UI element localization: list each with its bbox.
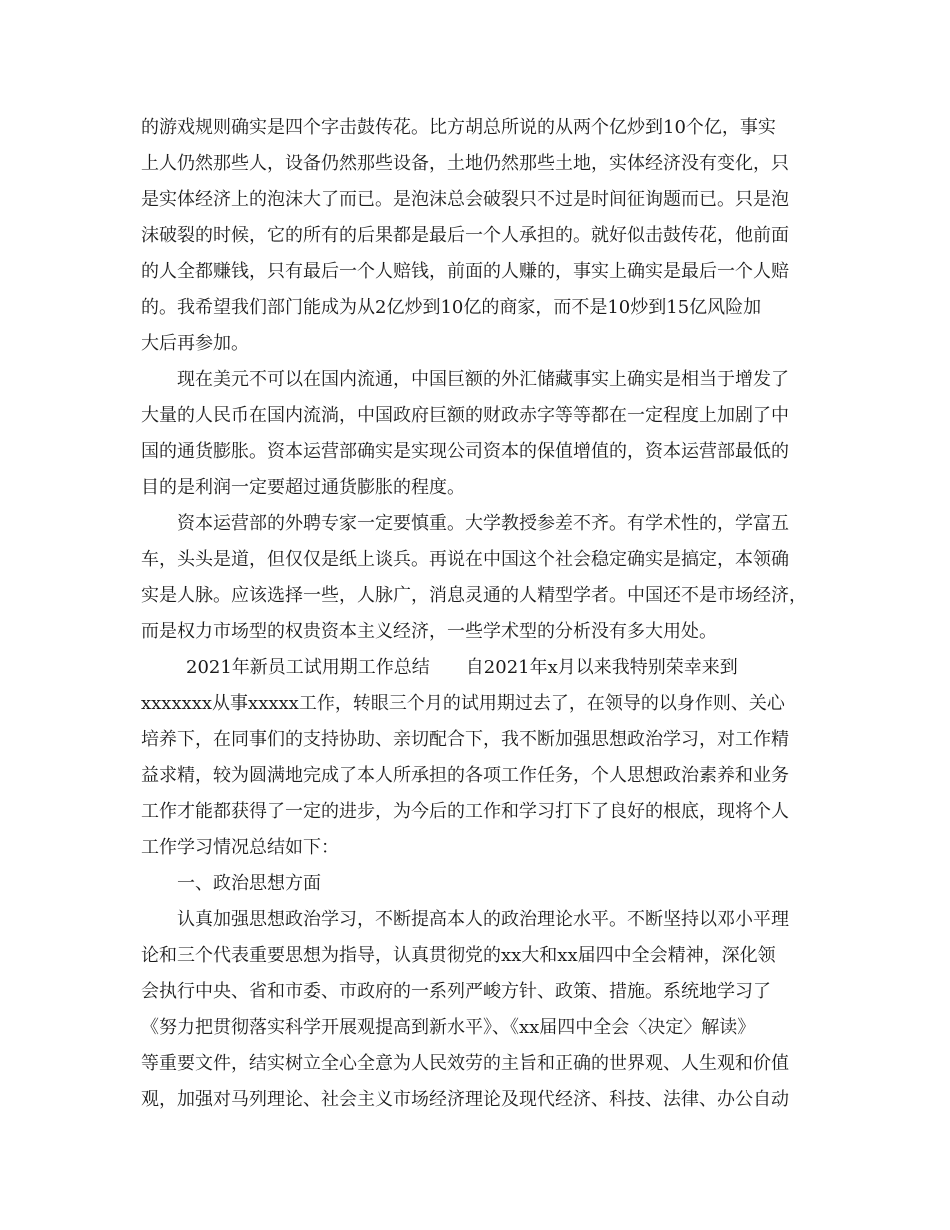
text-line: 而是权力市场型的权贵资本主义经济，一些学术型的分析没有多大用处。 xyxy=(141,621,717,642)
text-line: 观，加强对马列理论、社会主义市场经济理论及现代经济、科技、法律、办公自动 xyxy=(141,1089,789,1110)
text-line: xxxxxxx从事xxxxx工作，转眼三个月的试用期过去了，在领导的以身作则、关心 xyxy=(141,693,785,714)
text-line: 的游戏规则确实是四个字击鼓传花。比方胡总所说的从两个亿炒到10个亿，事实 xyxy=(141,117,776,138)
text-line: 大后再参加。 xyxy=(141,333,249,354)
text-line: 国的通货膨胀。资本运营部确实是实现公司资本的保值增值的，资本运营部最低的 xyxy=(141,441,789,462)
text-line: 是实体经济上的泡沫大了而已。是泡沫总会破裂只不过是时间征询题而已。只是泡 xyxy=(141,189,789,210)
text-line: 益求精，较为圆满地完成了本人所承担的各项工作任务，个人思想政治素养和业务 xyxy=(141,765,789,786)
paragraph-first-line: 资本运营部的外聘专家一定要慎重。大学教授参差不齐。有学术性的，学富五 xyxy=(177,513,789,534)
text-line: 工作才能都获得了一定的进步，为今后的工作和学习打下了良好的根底，现将个人 xyxy=(141,801,789,822)
text-line: 培养下，在同事们的支持协助、亲切配合下，我不断加强思想政治学习，对工作精 xyxy=(141,729,789,750)
text-line: 工作学习情况总结如下： xyxy=(141,837,339,858)
text-line: 《努力把贯彻落实科学开展观提高到新水平》、《xx届四中全会〈决定〉解读》 xyxy=(141,1017,756,1038)
text-line: 大量的人民币在国内流淌，中国政府巨额的财政赤字等等都在一定程度上加剧了中 xyxy=(141,405,789,426)
text-line: 的人全都赚钱，只有最后一个人赔钱，前面的人赚的，事实上确实是最后一个人赔 xyxy=(141,261,789,282)
text-line: 目的是利润一定要超过通货膨胀的程度。 xyxy=(141,477,465,498)
text-line: 的。我希望我们部门能成为从2亿炒到10亿的商家，而不是10炒到15亿风险加 xyxy=(141,297,762,318)
paragraph-first-line: 认真加强思想政治学习，不断提高本人的政治理论水平。不断坚持以邓小平理 xyxy=(177,909,789,930)
text-line: 会执行中央、省和市委、市政府的一系列严峻方针、政策、措施。系统地学习了 xyxy=(141,981,771,1002)
section-title-line: 2021年新员工试用期工作总结 自2021年x月以来我特别荣幸来到 xyxy=(186,657,738,678)
text-line: 实是人脉。应该选择一些，人脉广，消息灵通的人精型学者。中国还不是市场经济， xyxy=(141,585,807,606)
text-line: 论和三个代表重要思想为指导，认真贯彻党的xx大和xx届四中全会精神，深化领 xyxy=(141,945,776,966)
text-line: 上人仍然那些人，设备仍然那些设备，土地仍然那些土地，实体经济没有变化，只 xyxy=(141,153,789,174)
section-heading: 一、政治思想方面 xyxy=(177,873,321,894)
text-line: 等重要文件，结实树立全心全意为人民效劳的主旨和正确的世界观、人生观和价值 xyxy=(141,1053,789,1074)
paragraph-first-line: 现在美元不可以在国内流通，中国巨额的外汇储藏事实上确实是相当于增发了 xyxy=(177,369,789,390)
text-line: 车，头头是道，但仅仅是纸上谈兵。再说在中国这个社会稳定确实是搞定，本领确 xyxy=(141,549,789,570)
text-line: 沫破裂的时候，它的所有的后果都是最后一个人承担的。就好似击鼓传花，他前面 xyxy=(141,225,789,246)
